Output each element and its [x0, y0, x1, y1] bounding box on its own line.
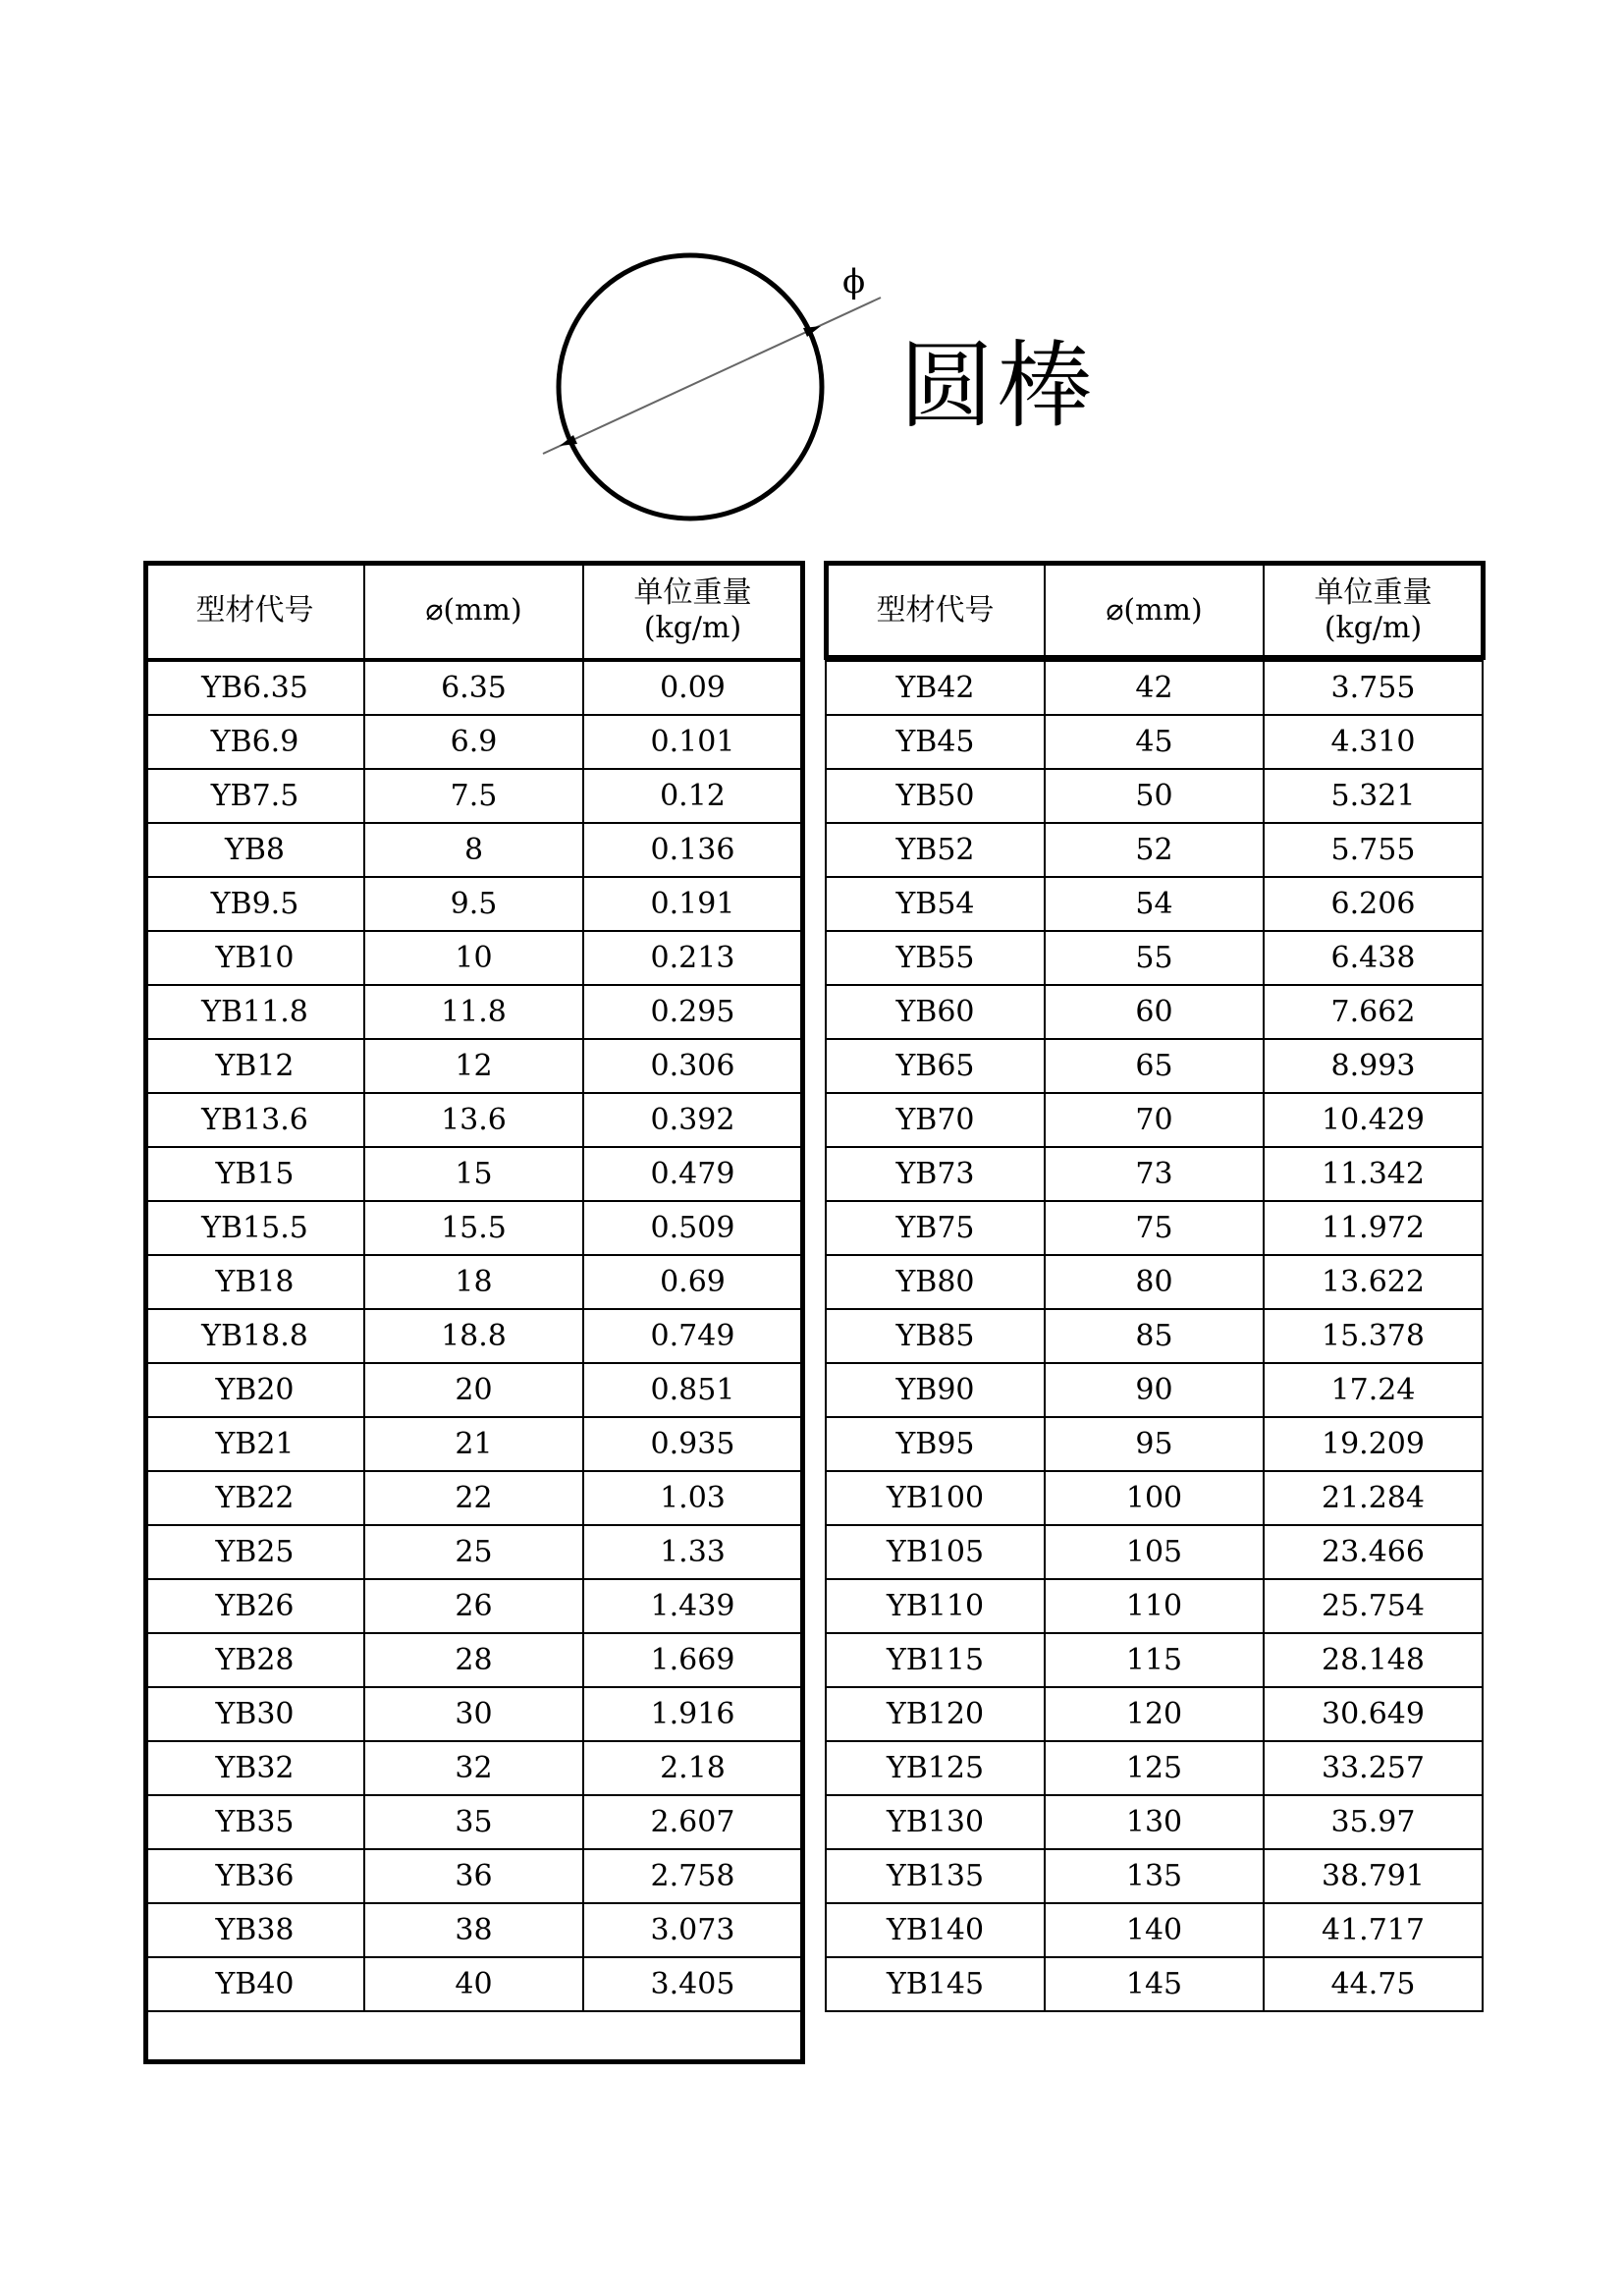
header-weight-line1: 单位重量: [633, 575, 752, 610]
cell-weight: 21.284: [1264, 1471, 1483, 1525]
table-row: [826, 823, 1483, 877]
cell-weight: 2.607: [583, 1795, 802, 1849]
table-row: [826, 1687, 1483, 1741]
table-row: [145, 769, 802, 823]
cell-code: YB125: [826, 1741, 1045, 1795]
cell-weight: 17.24: [1264, 1363, 1483, 1417]
cell-weight: 0.509: [583, 1201, 802, 1255]
table-row: [145, 823, 802, 877]
table-row: [145, 877, 802, 931]
cell-weight: 28.148: [1264, 1633, 1483, 1687]
cell-code: YB50: [826, 769, 1045, 823]
cell-diameter: 95: [1045, 1417, 1264, 1471]
table-header-row: [826, 563, 1483, 660]
cell-diameter: 55: [1045, 931, 1264, 985]
table-row: [826, 1093, 1483, 1147]
table-row: [145, 1417, 802, 1471]
cell-code: YB130: [826, 1795, 1045, 1849]
cell-code: YB22: [145, 1471, 364, 1525]
header-weight: [583, 563, 802, 660]
cell-weight: 0.213: [583, 931, 802, 985]
cell-weight: 0.136: [583, 823, 802, 877]
table-row: [145, 1039, 802, 1093]
table-row: [145, 1687, 802, 1741]
cell-code: YB42: [826, 660, 1045, 715]
cell-diameter: 15.5: [364, 1201, 583, 1255]
cell-code: YB70: [826, 1093, 1045, 1147]
cell-code: YB18.8: [145, 1309, 364, 1363]
table-row: [826, 1525, 1483, 1579]
bar-cross-section-circle: [559, 255, 822, 519]
cell-diameter: 38: [364, 1903, 583, 1957]
table-row: [826, 1957, 1483, 2011]
cell-weight: 1.33: [583, 1525, 802, 1579]
cell-diameter: 36: [364, 1849, 583, 1903]
cell-weight: 4.310: [1264, 715, 1483, 769]
diameter-symbol: ϕ: [842, 262, 866, 301]
cell-diameter: 52: [1045, 823, 1264, 877]
cell-weight: 10.429: [1264, 1093, 1483, 1147]
cell-weight: 3.073: [583, 1903, 802, 1957]
cell-diameter: 18: [364, 1255, 583, 1309]
cell-code: YB65: [826, 1039, 1045, 1093]
cell-weight: 19.209: [1264, 1417, 1483, 1471]
cell-weight: 7.662: [1264, 985, 1483, 1039]
table-row: [826, 660, 1483, 715]
table-row: [826, 1471, 1483, 1525]
cell-code: YB6.35: [145, 660, 364, 715]
cell-diameter: 25: [364, 1525, 583, 1579]
table-row: [826, 1795, 1483, 1849]
table-row: [826, 877, 1483, 931]
cell-code: YB90: [826, 1363, 1045, 1417]
cell-diameter: 90: [1045, 1363, 1264, 1417]
cell-weight: 0.935: [583, 1417, 802, 1471]
cell-code: YB8: [145, 823, 364, 877]
table-row: [826, 1201, 1483, 1255]
table-row: [826, 1417, 1483, 1471]
table-row: [826, 1741, 1483, 1795]
cell-code: YB73: [826, 1147, 1045, 1201]
header-diameter: ⌀(mm): [364, 563, 583, 660]
table-row: [826, 1579, 1483, 1633]
cell-diameter: 28: [364, 1633, 583, 1687]
cell-weight: 3.755: [1264, 660, 1483, 715]
table-row: [826, 931, 1483, 985]
header-code: 型材代号: [826, 563, 1045, 660]
cell-code: YB9.5: [145, 877, 364, 931]
cell-code: YB38: [145, 1903, 364, 1957]
cell-code: YB110: [826, 1579, 1045, 1633]
cell-diameter: 12: [364, 1039, 583, 1093]
cell-code: YB32: [145, 1741, 364, 1795]
cell-weight: 0.479: [583, 1147, 802, 1201]
table-row: [826, 1633, 1483, 1687]
cell-diameter: 140: [1045, 1903, 1264, 1957]
cell-code: YB15.5: [145, 1201, 364, 1255]
cell-code: YB36: [145, 1849, 364, 1903]
cell-code: YB85: [826, 1309, 1045, 1363]
cell-code: YB20: [145, 1363, 364, 1417]
cell-diameter: 11.8: [364, 985, 583, 1039]
cell-diameter: 50: [1045, 769, 1264, 823]
table-row: [826, 1255, 1483, 1309]
cell-weight: 0.12: [583, 769, 802, 823]
cell-diameter: 125: [1045, 1741, 1264, 1795]
round-bar-diagram: [530, 236, 903, 560]
table-row: [145, 1957, 802, 2011]
cell-code: YB145: [826, 1957, 1045, 2011]
cell-weight: 0.191: [583, 877, 802, 931]
cell-diameter: 7.5: [364, 769, 583, 823]
table-row: [145, 1201, 802, 1255]
cell-weight: 0.306: [583, 1039, 802, 1093]
cell-code: YB140: [826, 1903, 1045, 1957]
cell-weight: 2.758: [583, 1849, 802, 1903]
cell-weight: 23.466: [1264, 1525, 1483, 1579]
cell-code: YB10: [145, 931, 364, 985]
cell-diameter: 65: [1045, 1039, 1264, 1093]
cell-diameter: 30: [364, 1687, 583, 1741]
table-row: [145, 1903, 802, 1957]
cell-weight: 0.69: [583, 1255, 802, 1309]
cell-diameter: 22: [364, 1471, 583, 1525]
cell-code: YB21: [145, 1417, 364, 1471]
cell-code: YB45: [826, 715, 1045, 769]
cell-code: YB7.5: [145, 769, 364, 823]
cell-weight: 0.101: [583, 715, 802, 769]
cell-code: YB12: [145, 1039, 364, 1093]
header-weight: [1264, 563, 1483, 660]
cell-code: YB135: [826, 1849, 1045, 1903]
cell-weight: 6.206: [1264, 877, 1483, 931]
cell-code: YB55: [826, 931, 1045, 985]
cell-weight: 6.438: [1264, 931, 1483, 985]
table-row: [826, 1849, 1483, 1903]
cell-code: YB18: [145, 1255, 364, 1309]
cell-code: YB15: [145, 1147, 364, 1201]
spec-table-right: [825, 562, 1484, 2012]
table-row: [145, 931, 802, 985]
header-code: 型材代号: [145, 563, 364, 660]
cell-weight: 5.321: [1264, 769, 1483, 823]
cell-diameter: 42: [1045, 660, 1264, 715]
cell-diameter: 130: [1045, 1795, 1264, 1849]
cell-code: YB80: [826, 1255, 1045, 1309]
cell-diameter: 35: [364, 1795, 583, 1849]
cell-weight: 35.97: [1264, 1795, 1483, 1849]
table-header-row: [145, 563, 802, 660]
cell-diameter: 73: [1045, 1147, 1264, 1201]
cell-diameter: 54: [1045, 877, 1264, 931]
cell-code: YB60: [826, 985, 1045, 1039]
cell-code: YB26: [145, 1579, 364, 1633]
table-row: [145, 715, 802, 769]
table-row: [145, 1633, 802, 1687]
table-row: [145, 1093, 802, 1147]
diameter-line: [543, 298, 881, 454]
table-row: [145, 1471, 802, 1525]
cell-diameter: 85: [1045, 1309, 1264, 1363]
cell-diameter: 20: [364, 1363, 583, 1417]
cell-diameter: 110: [1045, 1579, 1264, 1633]
table-row: [826, 1903, 1483, 1957]
cell-diameter: 10: [364, 931, 583, 985]
cell-diameter: 18.8: [364, 1309, 583, 1363]
table-row: [145, 1147, 802, 1201]
cell-code: YB95: [826, 1417, 1045, 1471]
cell-weight: 0.851: [583, 1363, 802, 1417]
cell-weight: 8.993: [1264, 1039, 1483, 1093]
header-diameter: ⌀(mm): [1045, 563, 1264, 660]
cell-code: YB11.8: [145, 985, 364, 1039]
table-row: [145, 1795, 802, 1849]
cell-diameter: 32: [364, 1741, 583, 1795]
cell-diameter: 8: [364, 823, 583, 877]
cell-code: YB120: [826, 1687, 1045, 1741]
cell-code: YB115: [826, 1633, 1045, 1687]
cell-weight: 41.717: [1264, 1903, 1483, 1957]
cell-diameter: 13.6: [364, 1093, 583, 1147]
cell-weight: 1.669: [583, 1633, 802, 1687]
cell-diameter: 9.5: [364, 877, 583, 931]
cell-code: YB40: [145, 1957, 364, 2011]
cell-code: YB75: [826, 1201, 1045, 1255]
table-row: [145, 1363, 802, 1417]
cell-code: YB54: [826, 877, 1045, 931]
cell-weight: 1.439: [583, 1579, 802, 1633]
cell-weight: 0.749: [583, 1309, 802, 1363]
cell-diameter: 75: [1045, 1201, 1264, 1255]
cell-code: YB100: [826, 1471, 1045, 1525]
cell-weight: 13.622: [1264, 1255, 1483, 1309]
cell-weight: 2.18: [583, 1741, 802, 1795]
table-row: [826, 1309, 1483, 1363]
cell-code: YB6.9: [145, 715, 364, 769]
cell-weight: 3.405: [583, 1957, 802, 2011]
cell-diameter: 80: [1045, 1255, 1264, 1309]
cell-code: YB13.6: [145, 1093, 364, 1147]
cell-code: YB25: [145, 1525, 364, 1579]
cell-diameter: 6.9: [364, 715, 583, 769]
cell-diameter: 145: [1045, 1957, 1264, 2011]
cell-weight: 11.972: [1264, 1201, 1483, 1255]
table-row: [826, 1147, 1483, 1201]
table-row: [145, 1579, 802, 1633]
cell-diameter: 21: [364, 1417, 583, 1471]
cell-weight: 1.916: [583, 1687, 802, 1741]
cell-diameter: 26: [364, 1579, 583, 1633]
table-row: [145, 660, 802, 715]
cell-diameter: 6.35: [364, 660, 583, 715]
cell-diameter: 115: [1045, 1633, 1264, 1687]
header-weight-line1: 单位重量: [1314, 575, 1433, 610]
cell-diameter: 120: [1045, 1687, 1264, 1741]
table-row: [145, 1309, 802, 1363]
cell-code: YB105: [826, 1525, 1045, 1579]
table-row: [145, 1255, 802, 1309]
header-weight-line2: (kg/m): [643, 611, 742, 645]
header-weight-line2: (kg/m): [1324, 611, 1423, 645]
cell-weight: 25.754: [1264, 1579, 1483, 1633]
cell-code: YB35: [145, 1795, 364, 1849]
table-row: [826, 1363, 1483, 1417]
cell-weight: 33.257: [1264, 1741, 1483, 1795]
table-row: [145, 1741, 802, 1795]
cell-weight: 30.649: [1264, 1687, 1483, 1741]
cell-weight: 15.378: [1264, 1309, 1483, 1363]
cell-diameter: 105: [1045, 1525, 1264, 1579]
table-row: [145, 1849, 802, 1903]
table-row: [145, 1525, 802, 1579]
cell-code: YB28: [145, 1633, 364, 1687]
cell-weight: 0.295: [583, 985, 802, 1039]
cell-diameter: 70: [1045, 1093, 1264, 1147]
cell-code: YB52: [826, 823, 1045, 877]
cell-diameter: 45: [1045, 715, 1264, 769]
table-row: [826, 985, 1483, 1039]
cell-code: YB30: [145, 1687, 364, 1741]
table-row: [145, 985, 802, 1039]
cell-weight: 38.791: [1264, 1849, 1483, 1903]
cell-diameter: 100: [1045, 1471, 1264, 1525]
table-row: [826, 715, 1483, 769]
cell-weight: 5.755: [1264, 823, 1483, 877]
cell-weight: 11.342: [1264, 1147, 1483, 1201]
table-row: [826, 1039, 1483, 1093]
cell-weight: 0.09: [583, 660, 802, 715]
cell-weight: 44.75: [1264, 1957, 1483, 2011]
spec-table-left: [144, 562, 803, 2012]
cell-diameter: 60: [1045, 985, 1264, 1039]
cell-weight: 1.03: [583, 1471, 802, 1525]
page-title: 圆棒: [899, 331, 1096, 441]
cell-diameter: 40: [364, 1957, 583, 2011]
cell-diameter: 15: [364, 1147, 583, 1201]
table-row: [826, 769, 1483, 823]
cell-weight: 0.392: [583, 1093, 802, 1147]
cell-diameter: 135: [1045, 1849, 1264, 1903]
